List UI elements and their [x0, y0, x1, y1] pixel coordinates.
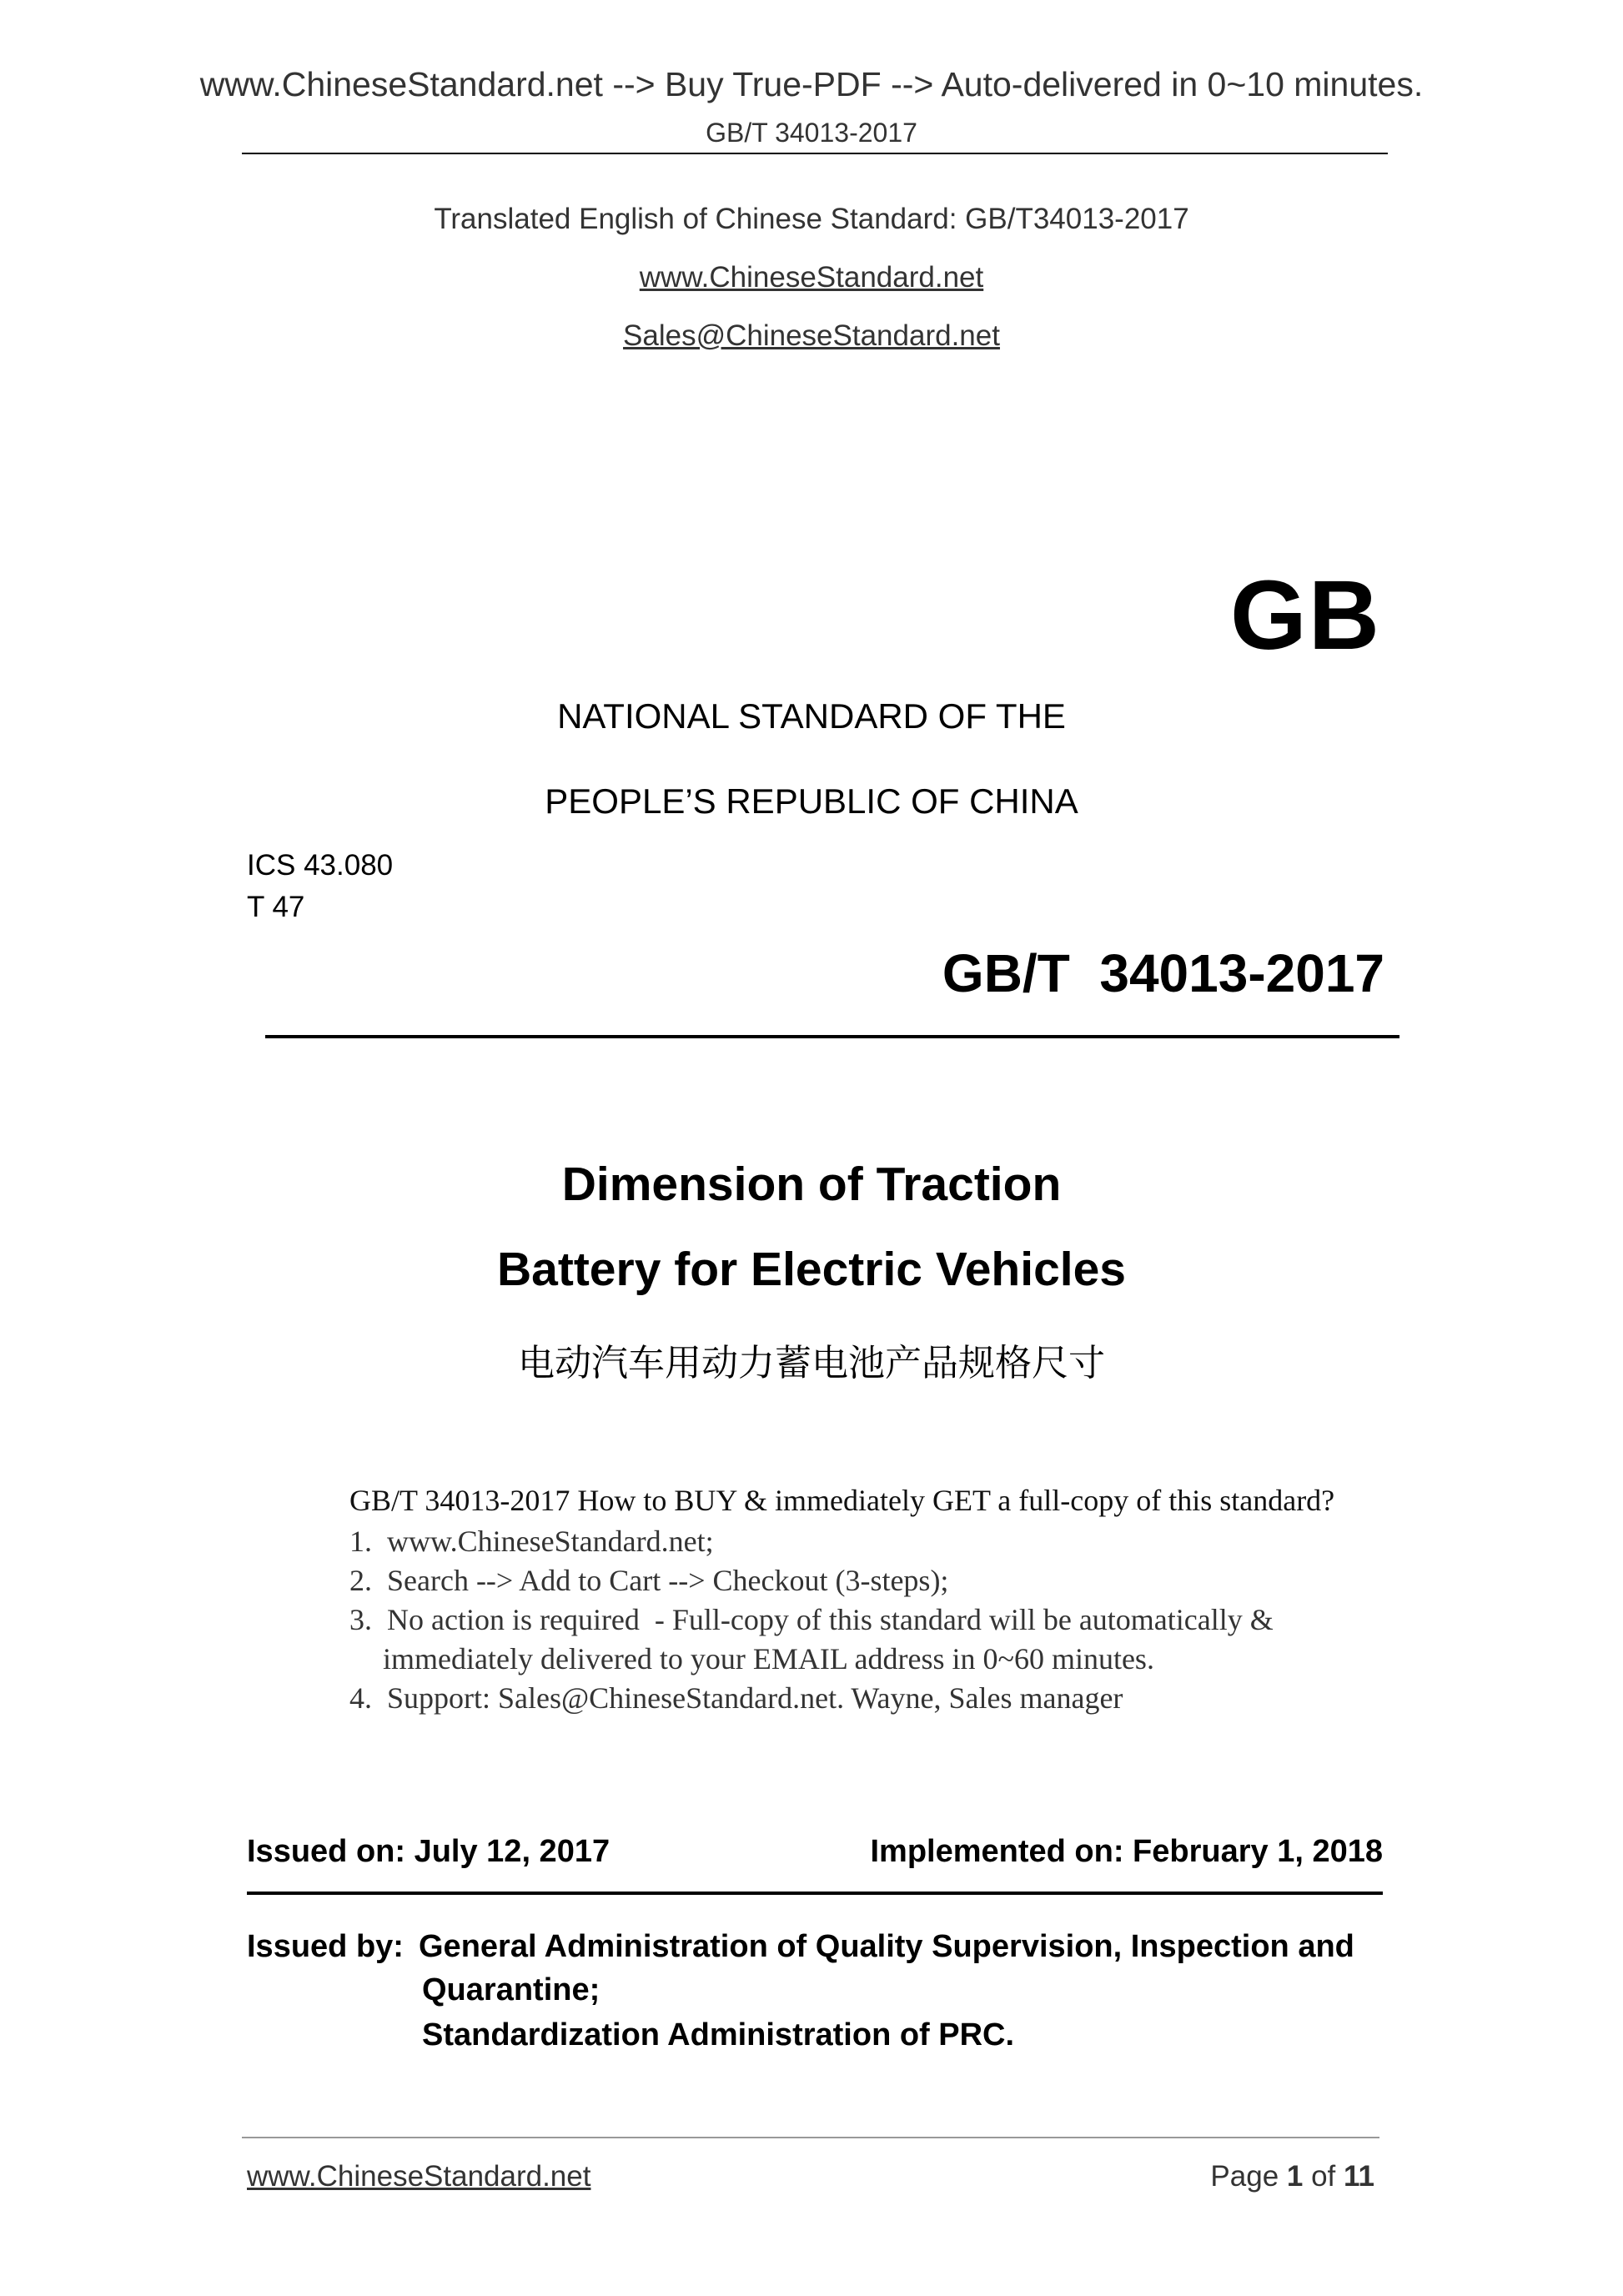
national-standard-line1: NATIONAL STANDARD OF THE — [557, 696, 1066, 736]
title-line1: Dimension of Traction — [561, 1158, 1062, 1211]
buy-step: 4. Support: Sales@ChineseStandard.net. Wayne, Sales manager — [349, 1681, 1123, 1715]
translation-line: Translated English of Chinese Standard: GB/T34013-2017 — [434, 203, 1189, 235]
standard-number: GB/T 34013-2017 — [942, 943, 1384, 1003]
gb-mark: GB — [1230, 560, 1381, 671]
buy-step: immediately delivered to your EMAIL address in 0~60 minutes. — [383, 1642, 1154, 1676]
header-code: GB/T 34013-2017 — [706, 118, 917, 148]
t-code: T 47 — [247, 891, 305, 923]
standard-number-rule — [265, 1035, 1399, 1038]
issued-by-line3: Standardization Administration of PRC. — [422, 2017, 1015, 2052]
buy-step: 2. Search --> Add to Cart --> Checkout (3-steps); — [349, 1564, 949, 1597]
buy-step: 3. No action is required - Full-copy of this standard will be automatically & — [349, 1603, 1274, 1636]
issued-by-line2: Quarantine; — [422, 1972, 600, 2007]
page-current: 1 — [1286, 2160, 1304, 2193]
header-banner: www.ChineseStandard.net --> Buy True-PDF --> Auto-delivered in 0~10 minutes. — [199, 65, 1424, 103]
title-chinese: 电动汽车用动力蓄电池产品规格尺寸 — [518, 1342, 1105, 1384]
national-standard-line2: PEOPLE’S REPUBLIC OF CHINA — [545, 781, 1078, 821]
page-prefix: Page — [1210, 2160, 1287, 2193]
title-line2: Battery for Electric Vehicles — [496, 1243, 1127, 1296]
website-link[interactable]: www.ChineseStandard.net — [639, 261, 984, 294]
issued-by-line1: General Administration of Quality Supervision, Inspection and — [419, 1929, 1354, 1964]
footer-website-link[interactable]: www.ChineseStandard.net — [247, 2160, 591, 2193]
issued-by-label: Issued by: — [247, 1929, 404, 1964]
implemented-on: Implemented on: February 1, 2018 — [870, 1834, 1383, 1869]
email-link[interactable]: Sales@ChineseStandard.net — [623, 319, 1000, 352]
buy-heading: GB/T 34013-2017 How to BUY & immediately GET a full-copy of this standard? — [349, 1484, 1335, 1517]
page-total: 11 — [1344, 2160, 1374, 2193]
page-number — [1210, 2160, 1374, 2193]
issue-rule — [247, 1892, 1383, 1895]
footer-divider — [242, 2137, 1379, 2138]
ics-code: ICS 43.080 — [247, 849, 394, 882]
header-divider — [242, 153, 1388, 154]
page-mid: of — [1303, 2160, 1344, 2193]
buy-step: 1. www.ChineseStandard.net; — [349, 1525, 714, 1558]
issued-on: Issued on: July 12, 2017 — [247, 1834, 611, 1869]
